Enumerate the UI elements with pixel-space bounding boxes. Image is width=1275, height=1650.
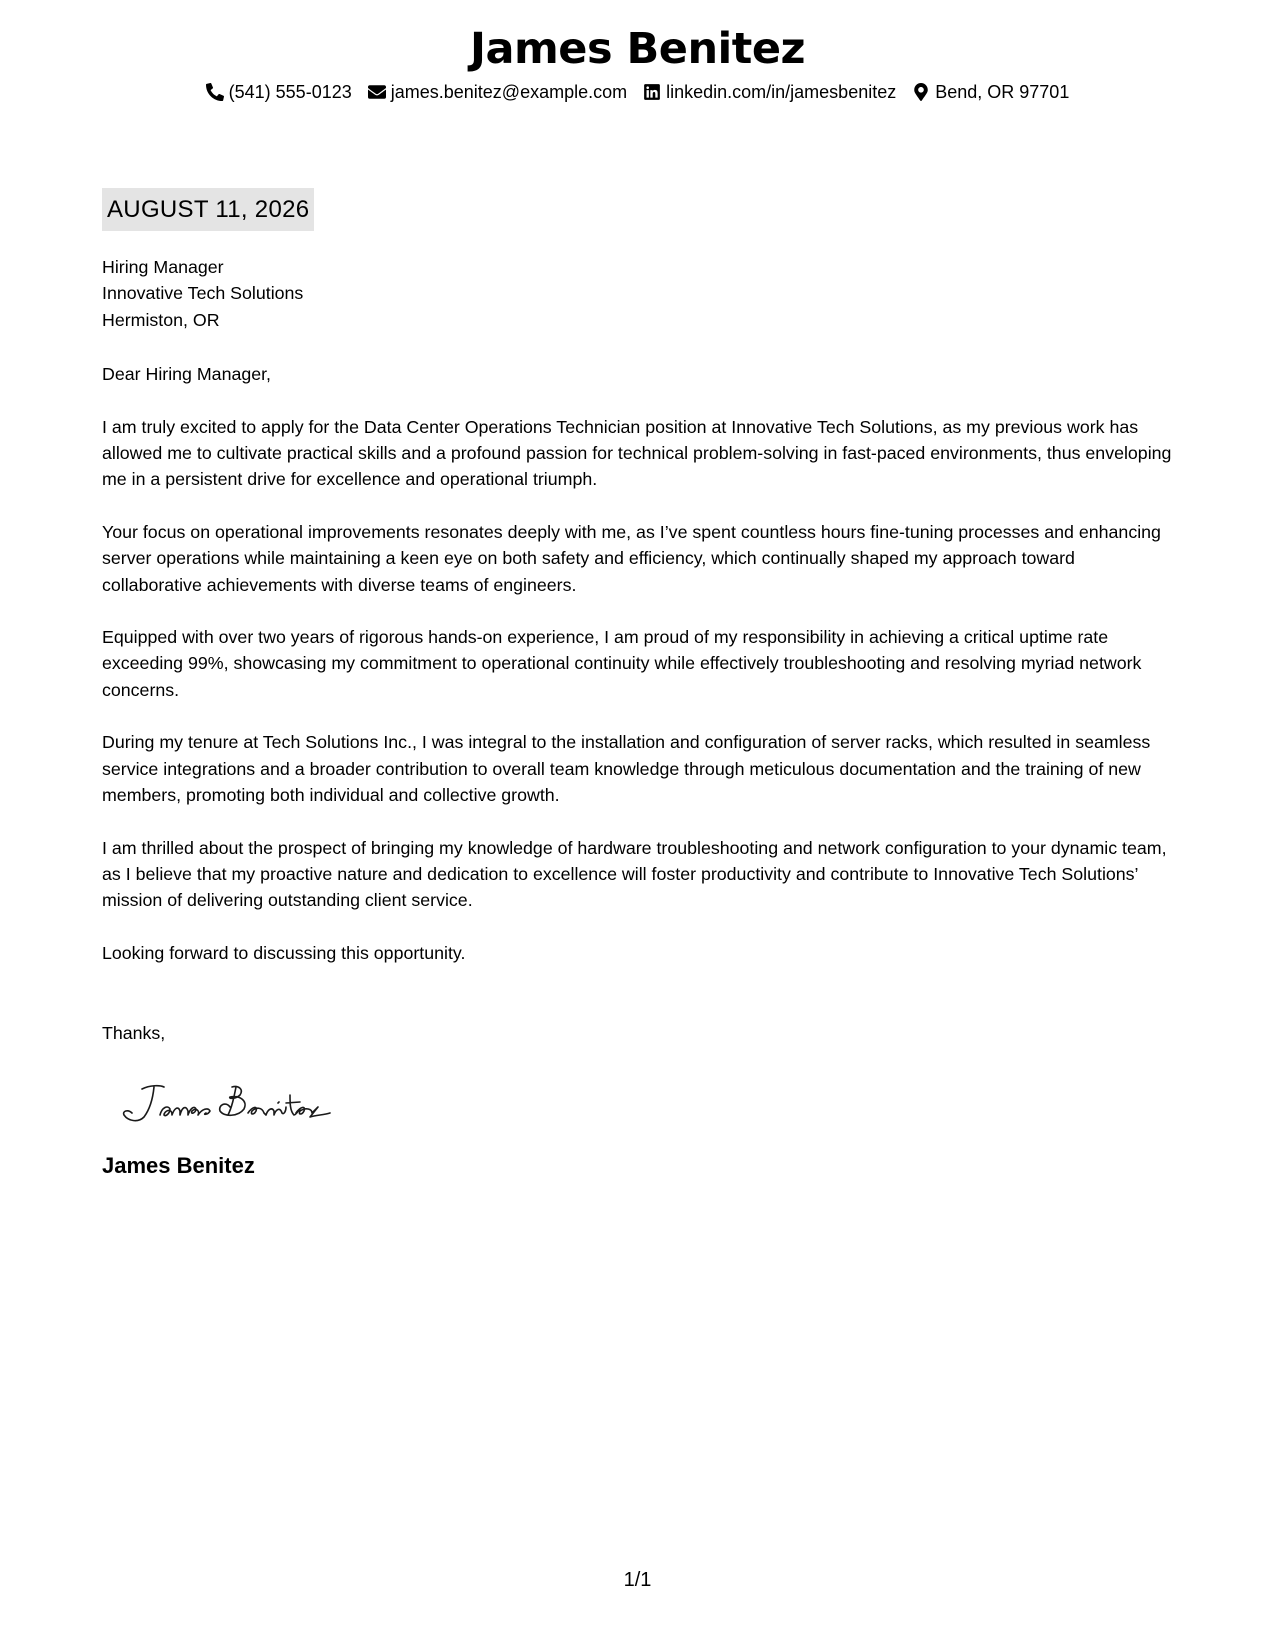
contact-phone <box>206 80 352 104</box>
page-number: 1/1 <box>623 1569 652 1591</box>
phone-icon <box>206 83 224 101</box>
recipient-block <box>102 254 1172 333</box>
envelope-icon <box>368 83 386 101</box>
body-paragraph: Your focus on operational improvements resonates deeply with me, as I’ve spent countless hours fine-tuning processes and enhancing server operations while maintaining a keen eye on both safety and efficiency, which continually shaped my approach toward collaborative achievements with diverse teams of engineers. <box>102 521 1161 595</box>
phone-text: (541) 555-0123 <box>228 82 352 102</box>
recipient-location: Hermiston, OR <box>102 309 220 330</box>
linkedin-text: linkedin.com/in/jamesbenitez <box>666 82 897 102</box>
body-paragraph: Equipped with over two years of rigorous hands-on experience, I am proud of my responsibility in achieving a critical uptime rate exceeding 99%, showcasing my commitment to operational continuity while effectively troubleshooting and resolving myriad network concerns. <box>102 627 1142 700</box>
body-paragraph: I am thrilled about the prospect of bringing my knowledge of hardware troubleshooting and network configuration to your dynamic team, as I believe that my proactive nature and dedication to excellence will foster productivity and contribute to Innovative Tech Solutions’ mission of delivering outstanding client service. <box>102 837 1167 911</box>
signoff: Thanks, <box>102 1023 166 1044</box>
sender-name-title: James Benitez <box>469 24 806 74</box>
greeting: Dear Hiring Manager, <box>102 364 271 385</box>
body-paragraph: During my tenure at Tech Solutions Inc., I was integral to the installation and configuration of server racks, which resulted in seamless service integrations and a broader contribution to overall team knowledge through meticulous documentation and the training of new members, promoting both individual and collective growth. <box>102 732 1151 806</box>
location-text: Bend, OR 97701 <box>935 82 1070 102</box>
linkedin-icon <box>643 83 661 101</box>
recipient-company: Innovative Tech Solutions <box>102 283 304 304</box>
body-paragraph: I am truly excited to apply for the Data Center Operations Technician position at Innovative Tech Solutions, as my previous work has allowed me to cultivate practical skills and a profound passion for technical problem-solving in fast-paced environments, thus enveloping me in a persistent drive for excellence and operational triumph. <box>102 416 1172 490</box>
contact-email <box>368 80 627 104</box>
letter-date: AUGUST 11, 2026 <box>102 188 314 231</box>
recipient-title: Hiring Manager <box>102 257 224 277</box>
contact-info-row <box>0 80 1275 104</box>
closing-line: Looking forward to discussing this opportunity. <box>102 942 466 963</box>
letter-header <box>0 22 1275 104</box>
letter-body <box>102 254 1172 1180</box>
map-marker-icon <box>912 83 930 101</box>
contact-location <box>912 80 1069 104</box>
email-text: james.benitez@example.com <box>390 82 628 102</box>
signer-name: James Benitez <box>102 1152 255 1178</box>
handwritten-signature <box>120 1077 350 1127</box>
contact-linkedin <box>643 80 896 104</box>
